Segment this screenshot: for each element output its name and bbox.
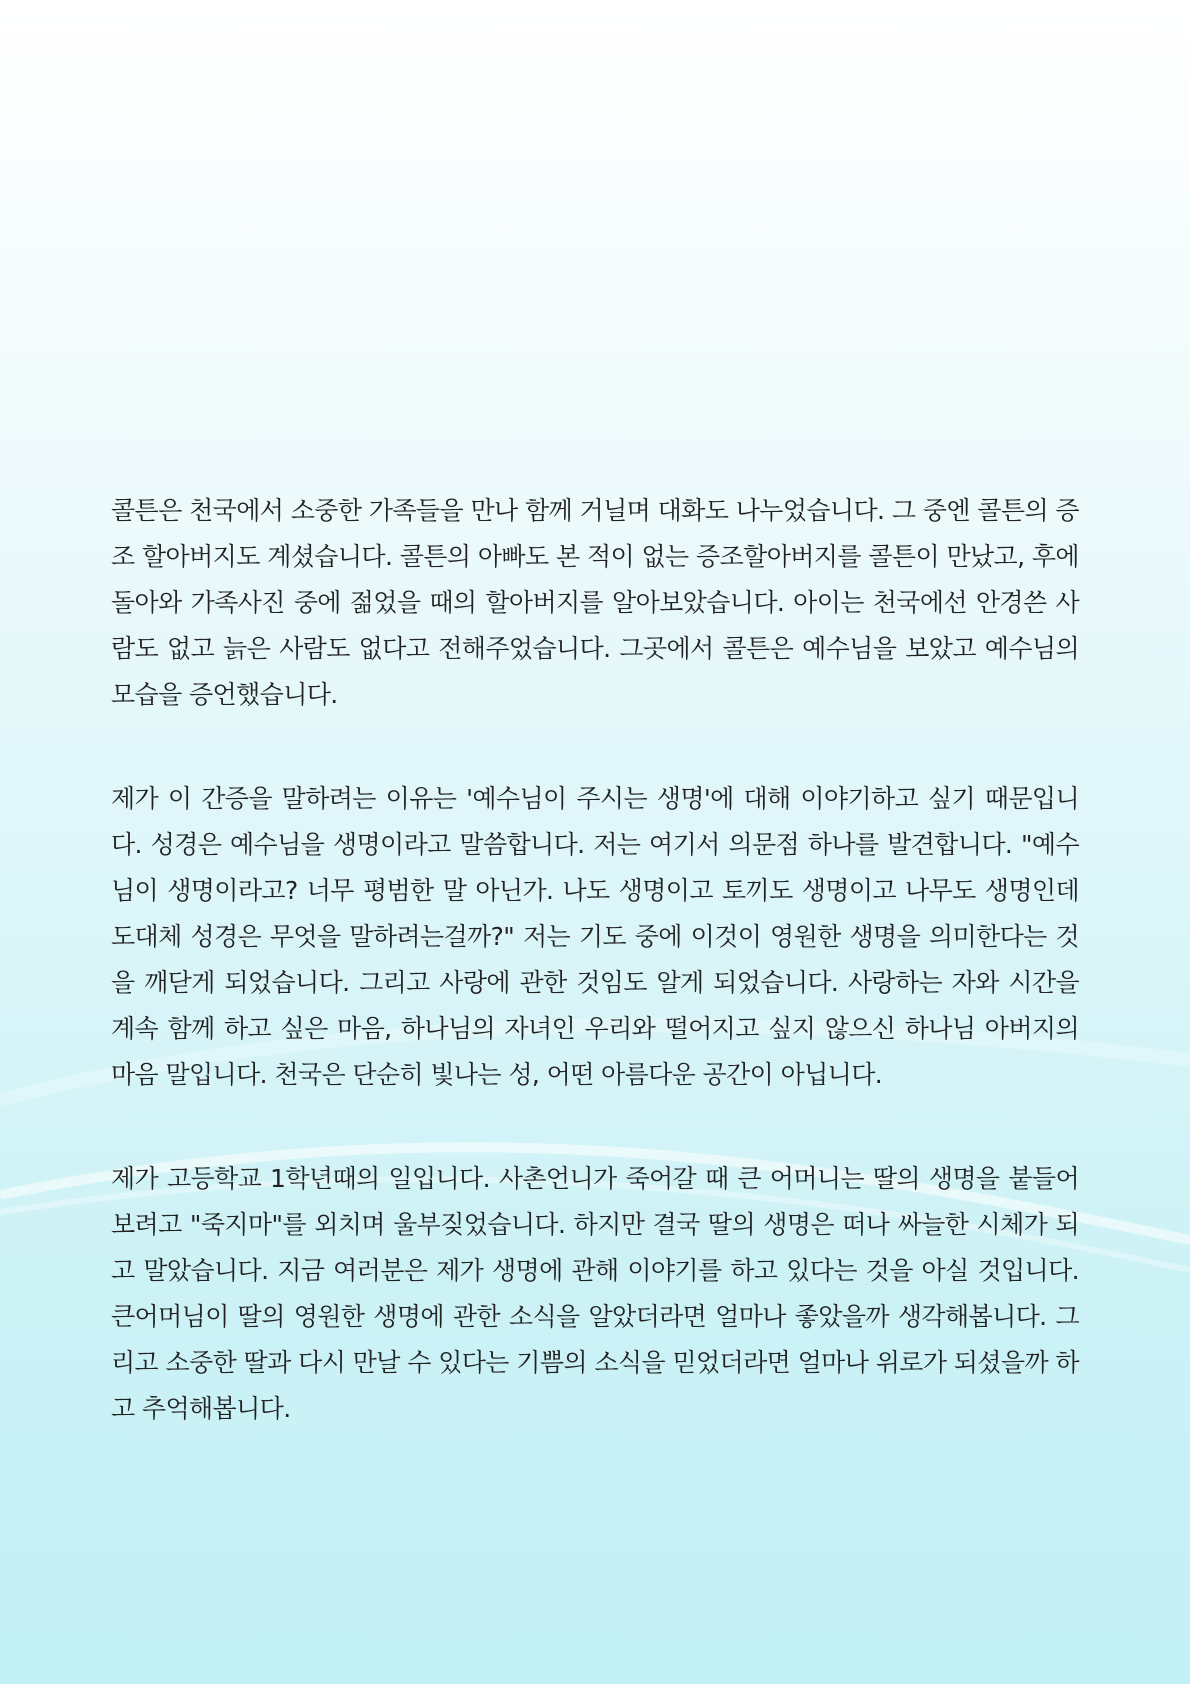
paragraph-eternal-life: 제가 이 간증을 말하려는 이유는 '예수님이 주시는 생명'에 대해 이야기하고 싶기 때문입니다. 성경은 예수님을 생명이라고 말씀합니다. 저는 여기서 의문점 하나를 발견합니다. "예수님이 생명이라고? 너무 평범한 말 아닌가. 나도 생명이고 토끼도 생명이고 나무도 생명인데 도대체 성경은 무엇을 말하려는걸까?" 저는 기도 중에 이것이 영원한 생명을 의미한다는 것을 깨닫게 되었습니다. 그리고 사랑에 관한 것임도 알게 되었습니다. 사랑하는 자와 시간을 계속 함께 하고 싶은 마음, 하나님의 자녀인 우리와 떨어지고 싶지 않으신 하나님 아버지의 마음 말입니다. 천국은 단순히 빛나는 성, 어떤 아름다운 공간이 아닙니다. — [111, 784, 1079, 1089]
paragraph-colton-heaven: 콜튼은 천국에서 소중한 가족들을 만나 함께 거닐며 대화도 나누었습니다. 그 중엔 콜튼의 증조 할아버지도 계셨습니다. 콜튼의 아빠도 본 적이 없는 증조할아버지를 콜튼이 만났고, 후에 돌아와 가족사진 중에 젊었을 때의 할아버지를 알아보았습니다. 아이는 천국에선 안경쓴 사람도 없고 늙은 사람도 없다고 전해주었습니다. 그곳에서 콜튼은 예수님을 보았고 예수님의 모습을 증언했습니다. — [111, 496, 1079, 709]
document-body — [111, 488, 1079, 1490]
paragraph-cousin-memory: 제가 고등학교 1학년때의 일입니다. 사촌언니가 죽어갈 때 큰 어머니는 딸의 생명을 붙들어 보려고 "죽지마"를 외치며 울부짖었습니다. 하지만 결국 딸의 생명은 떠나 싸늘한 시체가 되고 말았습니다. 지금 여러분은 제가 생명에 관해 이야기를 하고 있다는 것을 아실 것입니다. 큰어머님이 딸의 영원한 생명에 관한 소식을 알았더라면 얼마나 좋았을까 생각해봅니다. 그리고 소중한 딸과 다시 만날 수 있다는 기쁨의 소식을 믿었더라면 얼마나 위로가 되셨을까 하고 추억해봅니다. — [111, 1164, 1079, 1423]
